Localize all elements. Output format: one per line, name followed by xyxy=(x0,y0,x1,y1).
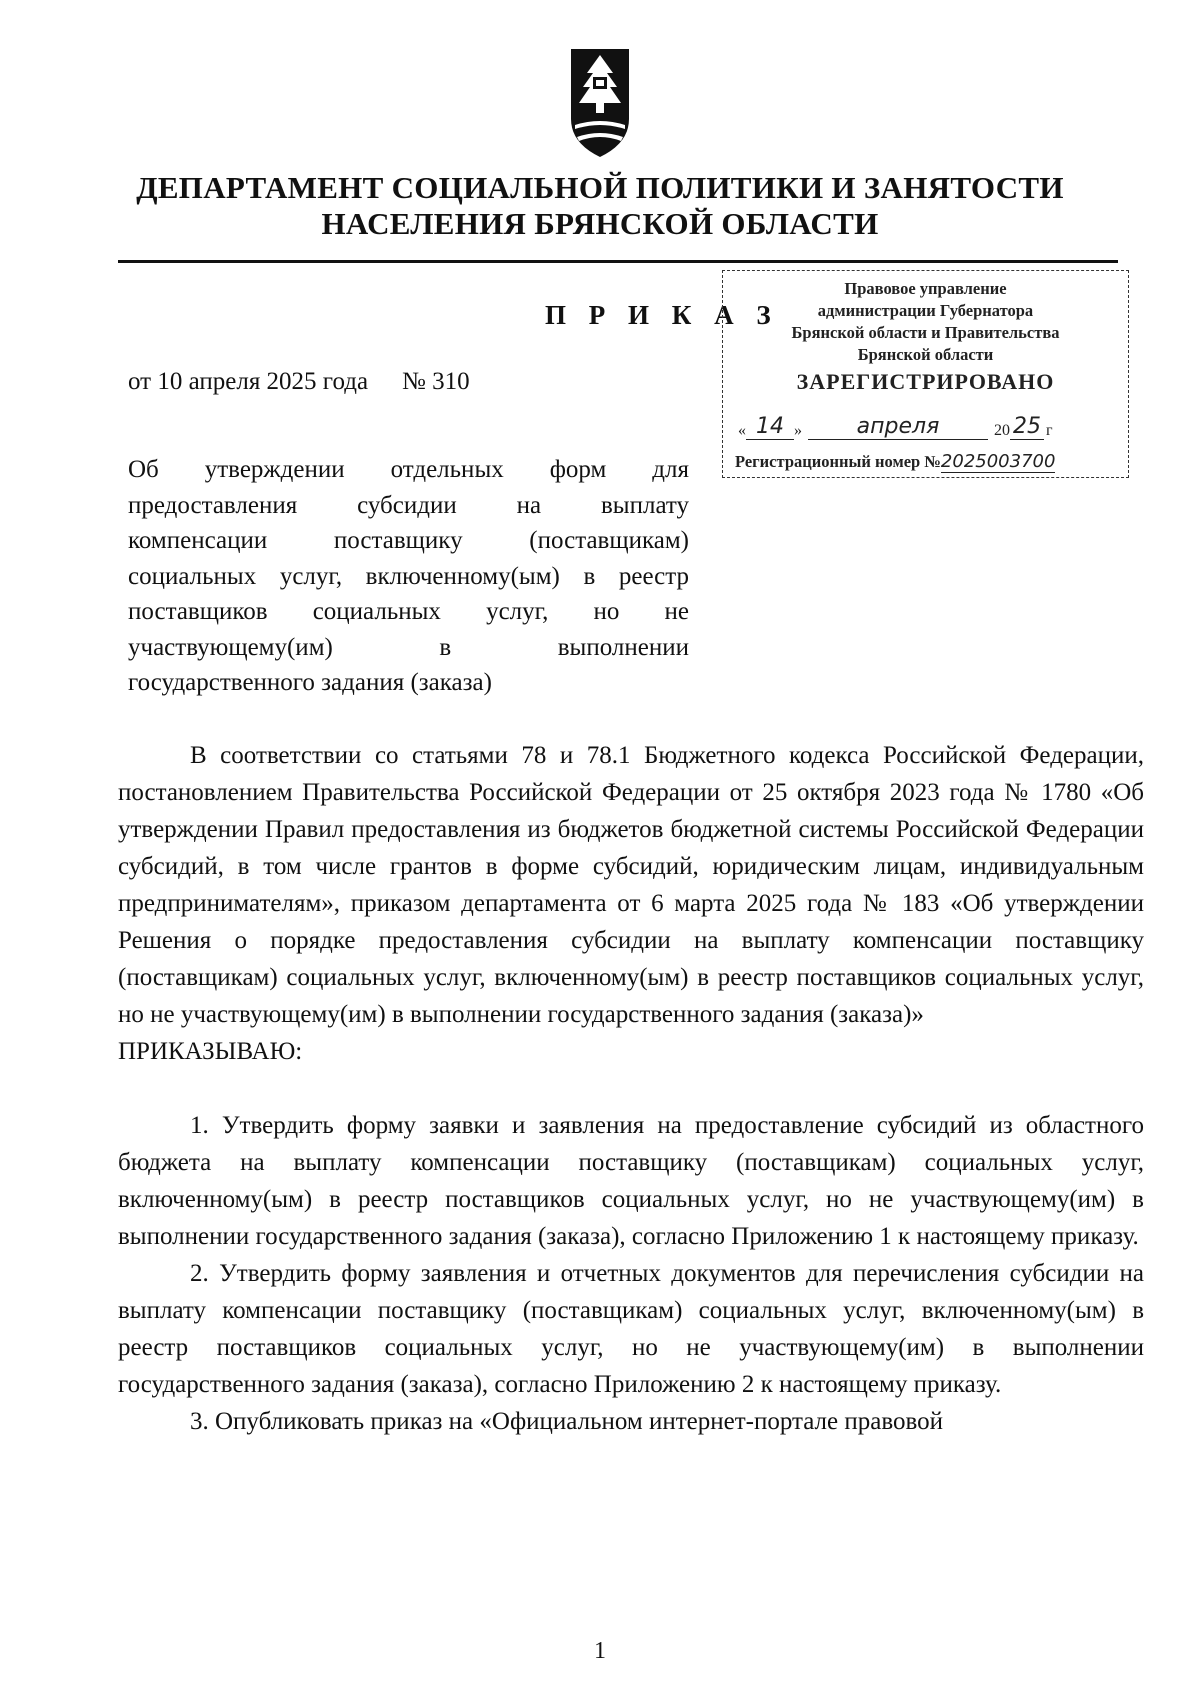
subject-line: предоставления субсидии на выплату xyxy=(128,491,689,519)
stamp-reg-number: 2025003700 xyxy=(940,451,1056,472)
order-item-2: 2. Утвердить форму заявления и отчетных документов для перечисления субсидии на выплату компенсации поставщику (поставщикам) социальных услуг, включенному(ым) в реестр поставщиков социальных услуг, но не участвующему(им) в выполнении государственного задания (заказа), согласно Приложению 2 к настоящему приказу. xyxy=(118,1260,1144,1398)
order-subject xyxy=(128,452,689,701)
coat-of-arms-emblem-icon xyxy=(567,45,633,165)
order-directive: ПРИКАЗЫВАЮ: xyxy=(118,1038,303,1065)
order-item-3: 3. Опубликовать приказ на «Официальном интернет-портале правовой xyxy=(190,1408,944,1435)
stamp-org-line: Брянской области и Правительства xyxy=(791,323,1060,342)
subject-line: социальных услуг, включенному(ым) в реестр xyxy=(128,562,689,590)
stamp-year-suffix: 25 xyxy=(1010,414,1044,440)
order-item-1: 1. Утвердить форму заявки и заявления на предоставление субсидий из областного бюджета на выплату компенсации поставщику (поставщикам) социальных услуг, включенному(ым) в реестр поставщиков социальных услуг, но не участвующему(им) в выполнении государственного задания (заказа), согласно Приложению 1 к настоящему приказу. xyxy=(118,1112,1144,1250)
order-number: № 310 xyxy=(402,368,470,395)
stamp-quote-open: « xyxy=(738,422,746,439)
stamp-org-line: администрации Губернатора xyxy=(817,301,1034,320)
subject-line: поставщиков социальных услуг, но не xyxy=(128,598,689,625)
order-body xyxy=(118,737,1144,1440)
page-number: 1 xyxy=(594,1638,606,1664)
stamp-quote-close: » xyxy=(794,422,802,439)
stamp-day: 14 xyxy=(746,414,794,440)
preamble-paragraph: В соответствии со статьями 78 и 78.1 Бюджетного кодекса Российской Федерации, постановлением Правительства Российской Федерации от 25 октября 2023 года № 1780 «Об утверждении Правил предоставления из бюджетов бюджетной системы Российской Федерации субсидий, в том числе грантов в форме субсидий, юридическим лицам, индивидуальным предпринимателям», приказом департамента от 6 марта 2025 года № 183 «Об утверждении Решения о порядке предоставления субсидии на выплату компенсации поставщику (поставщикам) социальных услуг, включенному(ым) в реестр поставщиков социальных услуг, но не участвующему(им) в выполнении государственного задания (заказа)» xyxy=(118,742,1144,1028)
order-date-line xyxy=(128,368,470,396)
order-date: от 10 апреля 2025 года xyxy=(128,368,369,395)
department-title xyxy=(100,170,1100,242)
stamp-registered-label: ЗАРЕГИСТРИРОВАНО xyxy=(796,369,1055,394)
subject-line: компенсации поставщику (поставщикам) xyxy=(128,527,689,554)
registration-stamp xyxy=(722,270,1129,478)
subject-line: государственного задания (заказа) xyxy=(128,669,492,696)
stamp-reg-label: Регистрационный номер № xyxy=(735,452,941,471)
stamp-org-line: Брянской области xyxy=(857,345,994,364)
subject-line: Об утверждении отдельных форм для xyxy=(128,456,689,483)
stamp-org-line: Правовое управление xyxy=(844,279,1007,298)
order-title: П Р И К А З xyxy=(545,300,779,330)
stamp-month: апреля xyxy=(808,414,988,440)
header-divider xyxy=(118,260,1118,263)
stamp-year-g: г xyxy=(1046,422,1053,439)
stamp-year-prefix: 20 xyxy=(994,422,1010,439)
stamp-organization xyxy=(723,278,1128,366)
stamp-date-row xyxy=(738,410,1116,440)
department-title-line-2: НАСЕЛЕНИЯ БРЯНСКОЙ ОБЛАСТИ xyxy=(321,206,879,241)
stamp-registration-number xyxy=(735,451,1120,473)
subject-line: участвующему(им) в выполнении xyxy=(128,633,689,661)
department-title-line-1: ДЕПАРТАМЕНТ СОЦИАЛЬНОЙ ПОЛИТИКИ И ЗАНЯТОСТИ xyxy=(136,170,1064,205)
